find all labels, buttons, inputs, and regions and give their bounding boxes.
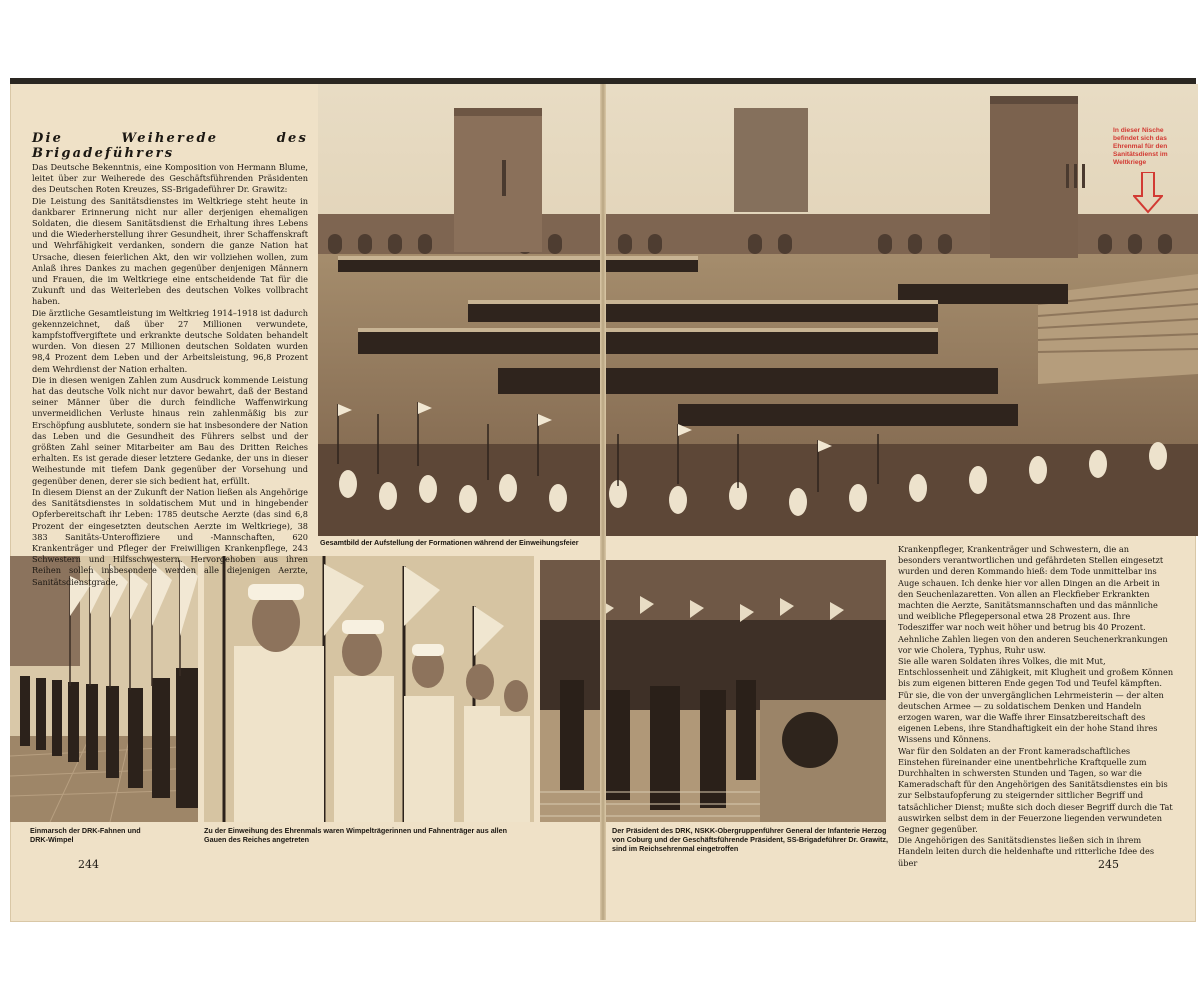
main-photo-caption: Gesamtbild der Aufstellung der Formationen während der Einweihungsfeier: [320, 538, 579, 547]
paragraph-zahlen: Die in diesen wenigen Zahlen zum Ausdruck kommende Leistung hat das deutsche Volk nicht nur davor bewahrt, daß der Bestand seiner Männer über die durch feindliche Waffenwirkung unvermeidlichen Verluste hinaus rein zahlenmäßig bis zur Erschöpfung ausblutete, sondern sie hat insbesondere der Nation das Leben und die Gesundheit des Führers selbst und der größten Zahl seiner Mitarbeiter am Bau des Dritten Reiches erhalten. Es ist gerade dieser letztere Gedanke, der uns in dieser Weihestunde mit tiefem Dank gegenüber der Vorsehung und gegenüber denen, derer sie sich bedient hat, erfüllt.: [32, 374, 308, 486]
down-arrow-icon: [1133, 172, 1163, 214]
page-gutter: [600, 84, 606, 920]
paragraph-seuchen: Krankenpfleger, Krankenträger und Schwestern, die an besonders verantwortlichen und gefährdeten Stellen eingesetzt wurden und deren Kommando hieß: dem Tode unmittelbar ins Auge schauen. Ich denke hier vor allen Dingen an die Arbeit in den Seuchenlazaretten. Von allen an Fleckfieber Erkrankten machten die Aerzte, Sanitätsmannschaften und das männliche und weibliche Pflegepersonal etwa 28 Prozent aus. Ihre Todesziffer war noch weit höher und betrug bis 40 Prozent. Aehnliche Zahlen liegen von den anderen Seuchenerkrankungen vor wie Cholera, Typhus, Ruhr usw.: [898, 544, 1168, 655]
officials-photo-caption: Der Präsident des DRK, NSKK-Obergruppenführer General der Infanterie Herzog von Coburg und der Geschäftsführende Präsident, SS-Brigadeführer Dr. Grawitz, sind im Reichsehrenmal eingetroffen: [612, 826, 888, 853]
paragraph-leistung: Die Leistung des Sanitätsdienstes im Weltkriege steht heute in dankbarer Erinnerung nicht nur aller derjenigen ehemaligen Soldaten, die diesem Sanitätsdienst die Erhaltung ihres Lebens und die Wiederherstellung ihrer Gesundheit, ihrer Schaffenskraft und Wehrfähigkeit verdanken, sondern die ganze Nation hat Ursache, diesen feierlichen Akt, den wir vollziehen wollen, zum Anlaß ihres Dankes zu machen gegenüber denjenigen Männern und Frauen, die im Weltkriege eine entscheidende Tat für die Zukunft und das Weiterleben des deutschen Volkes vollbracht haben.: [32, 195, 308, 307]
nurses-photo: [204, 556, 534, 822]
article-heading: Die Weiherede des Brigadeführers: [32, 131, 308, 161]
paragraph-gesamtleistung: Die ärztliche Gesamtleistung im Weltkrieg 1914–1918 ist dadurch gekennzeichnet, daß über 27 Millionen verwundete, kampfstoffvergiftete und erkrankte deutsche Soldaten behandelt wurden. Von diesen 27 Millionen deutschen Soldaten wurden 98,4 Prozent dem Leben und der Arbeitsleistung, 96,8 Prozent dem Wehrdienst der Nation erhalten.: [32, 307, 308, 374]
page-number-left: 244: [78, 858, 99, 871]
flag-bearers-photo: [10, 556, 198, 822]
nurses-photo-caption: Zu der Einweihung des Ehrenmals waren Wimpelträgerinnen und Fahnenträger aus allen Gauen des Reiches angetreten: [204, 826, 508, 844]
memorial-ceremony-photo: [318, 84, 1198, 536]
paragraph-intro: Das Deutsche Bekenntnis, eine Komposition von Hermann Blume, leitet über zur Weiherede des Geschäftsführenden Präsidenten des Deutschen Roten Kreuzes, SS-Brigadeführer Dr. Grawitz:: [32, 162, 308, 195]
memorial-niche-annotation: In dieser Nische befindet sich das Ehrenmal für den Sanitätsdienst im Weltkriege: [1113, 127, 1168, 166]
paragraph-dienst: In diesem Dienst an der Zukunft der Nation ließen als Angehörige des Sanitätsdienstes in soldatischem Mut und in hingebender Opferbereitschaft ihr Leben: 1785 deutsche Aerzte (das sind 6,8 Prozent der eingesetzten deutschen Aerzte im Weltkriege), 38 383 Sanitäts-Unteroffiziere und -Mannschaften, 620 Krankenträger und Pfleger der Freiwilligen Krankenpflege, 243 Schwestern und Hilfsschwestern. Hervorgehoben aus ihren Reihen sollen insbesondere werden alle diejenigen Aerzte, Sanitätsdienstgrade,: [32, 486, 308, 587]
paragraph-kameradschaft: War für den Soldaten an der Front kameradschaftliches Einstehen füreinander eine unentbehrliche Kraftquelle zum Durchhalten in schwersten Stunden und Tagen, so war die Kameradschaft für den Angehörigen des Sanitätsdienstes ein bis zur Selbstaufopferung zu steigernder sittlicher Begriff und tatsächlicher Dienst; mußte sich doch dieser Begriff durch die Tat auswirken selbst dem in der Feuerzone liegenden verwundeten Gegner gegenüber.: [898, 745, 1173, 835]
paragraph-schluss: Die Angehörigen des Sanitätsdienstes ließen sich in ihrem Handeln leiten durch die heldenhafte und ritterliche Idee des über: [898, 835, 1155, 868]
left-article-text: [32, 131, 308, 588]
page-number-right: 245: [1098, 858, 1119, 871]
right-article-text: [898, 544, 1174, 869]
flag-photo-caption: Einmarsch der DRK-Fahnen und DRK-Wimpel: [30, 826, 141, 844]
paragraph-soldaten: Sie alle waren Soldaten ihres Volkes, die mit Mut, Entschlossenheit und Zähigkeit, mit Klugheit und großem Können bis zum eigenen bitteren Ende gegen Tod und Teufel kämpften. Für sie, die von der unvergänglichen Lehrmeisterin — der alten deutschen Armee — zu soldatischem Denken und Handeln erzogen waren, war die Waffe ihrer Einsatzbereitschaft des eigenen Lebens, ihre Standhaftigkeit ein der hohe Stand ihres Wissens und Könnens.: [898, 656, 1174, 745]
officials-photo: [540, 560, 886, 822]
